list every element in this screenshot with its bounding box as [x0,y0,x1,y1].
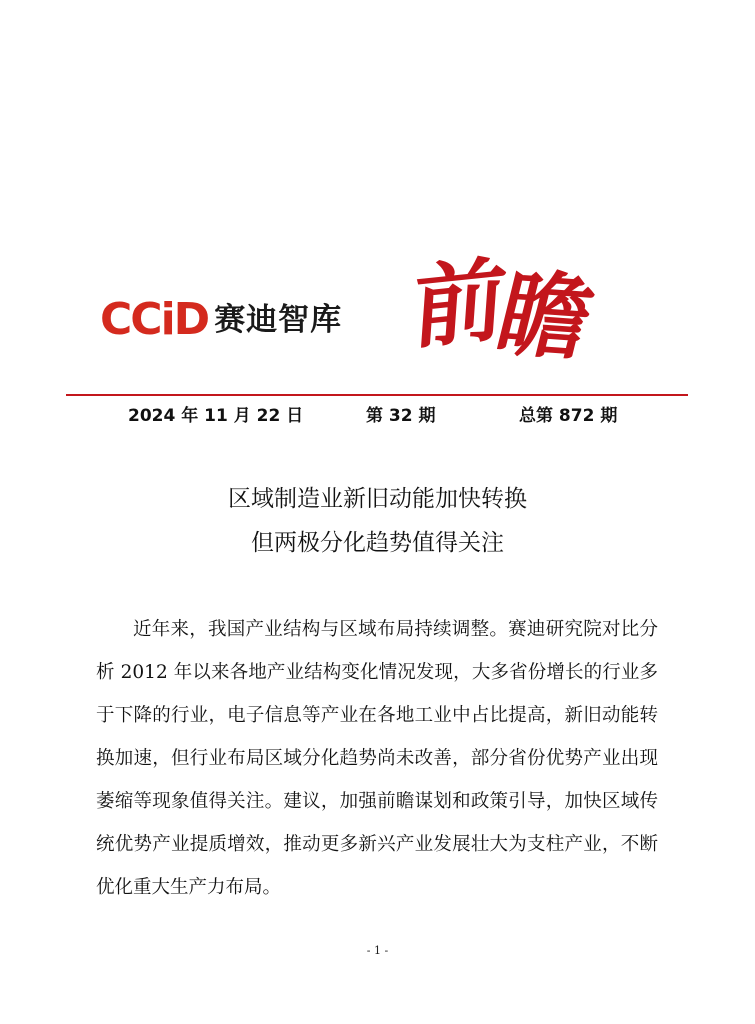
body-paragraph: 近年来，我国产业结构与区域布局持续调整。赛迪研究院对比分析 2012 年以来各地产业结构变化情况发现，大多省份增长的行业多于下降的行业，电子信息等产业在各地工业中占比提高，新旧动能转换加速，但行业布局区域分化趋势尚未改善，部分省份优势产业出现萎缩等现象值得关注。建议，加强前瞻谋划和政策引导，加快区域传统优势产业提质增效，推动更多新兴产业发展壮大为支柱产业，不断优化重大生产力布局。 [96,619,658,898]
brand-char-1: 前 [409,245,506,363]
page-number: - 1 - [366,944,389,957]
logo-mark: CCiD [100,294,209,345]
article-title-line-1: 区域制造业新旧动能加快转换 [228,486,527,512]
issue-total: 总第 872 期 [519,406,618,426]
issue-number: 第 32 期 [366,406,436,426]
logo-name: 赛迪智库 [214,301,343,338]
brand-char-2: 瞻 [486,259,601,373]
issue-info [0,401,755,429]
issue-date: 2024 年 11 月 22 日 [128,406,304,426]
header-divider [66,394,688,396]
article-title-line-2: 但两极分化趋势值得关注 [251,530,504,556]
ccid-logo [100,292,342,348]
publication-brand [401,245,664,378]
